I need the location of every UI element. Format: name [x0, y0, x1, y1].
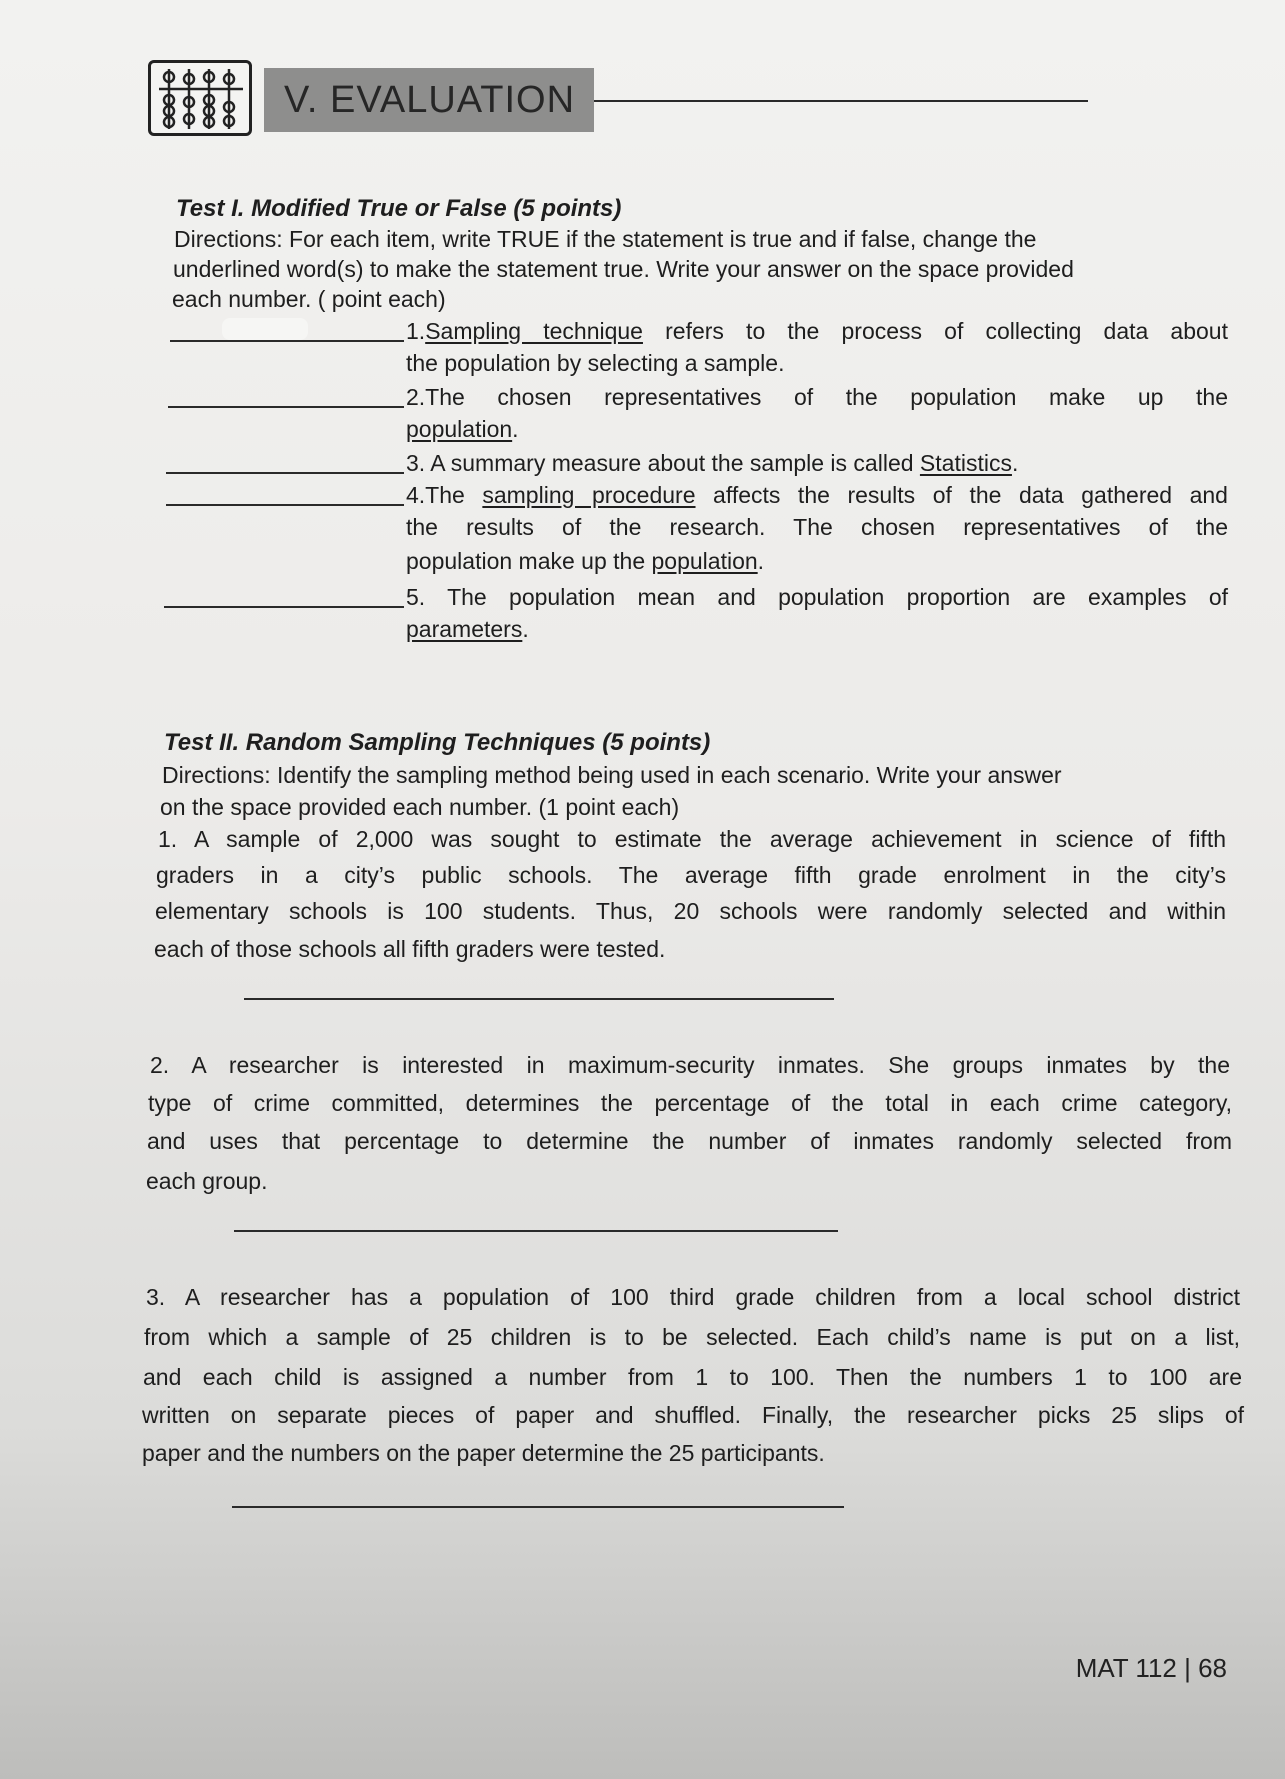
test1-item-2-cont: population. [406, 416, 519, 442]
test1-item-1-cont: the population by selecting a sample. [406, 350, 785, 376]
answer-blank-q2[interactable] [234, 1230, 838, 1232]
page-number: MAT 112 | 68 [1075, 1653, 1227, 1683]
test1-item-3: 3. A summary measure about the sample is called Statistics. [406, 450, 1019, 476]
answer-blank-q3[interactable] [232, 1506, 844, 1508]
test2-q2-line: type of crime committed, determines the percentage of the total in each crime category, [148, 1090, 1232, 1116]
test2-directions-line: Directions: Identify the sampling method being used in each scenario. Write your answer [162, 762, 1062, 788]
answer-blank-2[interactable] [168, 406, 404, 408]
answer-blank-q1[interactable] [244, 998, 834, 1000]
test2-q3-line: paper and the numbers on the paper determine the 25 participants. [142, 1440, 825, 1466]
test2-q3-line: written on separate pieces of paper and shuffled. Finally, the researcher picks 25 slips of [142, 1402, 1244, 1428]
answer-blank-3[interactable] [166, 472, 404, 474]
answer-blank-1[interactable] [170, 340, 404, 342]
test2-q3-line: and each child is assigned a number from 1 to 100. Then the numbers 1 to 100 are [143, 1364, 1242, 1390]
test2-q1-line: graders in a city’s public schools. The average fifth grade enrolment in the city’s [156, 862, 1226, 888]
test1-item-4-cont: the results of the research. The chosen representatives of the [406, 514, 1228, 540]
eraser-smudge [222, 318, 308, 340]
test1-item-5: 5. The population mean and population proportion are examples of [406, 584, 1228, 610]
test1-directions-line: Directions: For each item, write TRUE if the statement is true and if false, change the [174, 226, 1037, 252]
test2-q1-line: elementary schools is 100 students. Thus, 20 schools were randomly selected and within [155, 898, 1226, 924]
test2-q1-line: each of those schools all fifth graders were tested. [154, 936, 666, 962]
test1-heading: Test I. Modified True or False (5 points) [176, 195, 622, 222]
test2-q2-line: and uses that percentage to determine the number of inmates randomly selected from [147, 1128, 1232, 1154]
test2-heading: Test II. Random Sampling Techniques (5 points) [164, 729, 711, 756]
test1-item-2: 2.The chosen representatives of the population make up the [406, 384, 1228, 410]
test1-item-1: 1.Sampling technique refers to the process of collecting data about [406, 318, 1228, 344]
test1-directions-line: each number. ( point each) [172, 286, 446, 312]
test2-q2-line: 2. A researcher is interested in maximum-security inmates. She groups inmates by the [150, 1052, 1230, 1078]
answer-blank-5[interactable] [164, 606, 404, 608]
section-title: V. EVALUATION [264, 68, 594, 132]
test1-item-5-cont: parameters. [406, 616, 529, 642]
answer-blank-4[interactable] [166, 504, 404, 506]
test1-item-4: 4.The sampling procedure affects the results of the data gathered and [406, 482, 1228, 508]
test2-q3-line: 3. A researcher has a population of 100 third grade children from a local school district [146, 1284, 1240, 1310]
test2-q3-line: from which a sample of 25 children is to be selected. Each child’s name is put on a list, [144, 1324, 1240, 1350]
test1-item-4-cont: population make up the population. [406, 548, 765, 574]
test2-directions-line: on the space provided each number. (1 point each) [160, 794, 680, 820]
test2-q2-line: each group. [146, 1168, 268, 1194]
test2-q1-line: 1. A sample of 2,000 was sought to estimate the average achievement in science of fifth [158, 826, 1226, 852]
test1-directions-line: underlined word(s) to make the statement true. Write your answer on the space provided [173, 256, 1074, 282]
